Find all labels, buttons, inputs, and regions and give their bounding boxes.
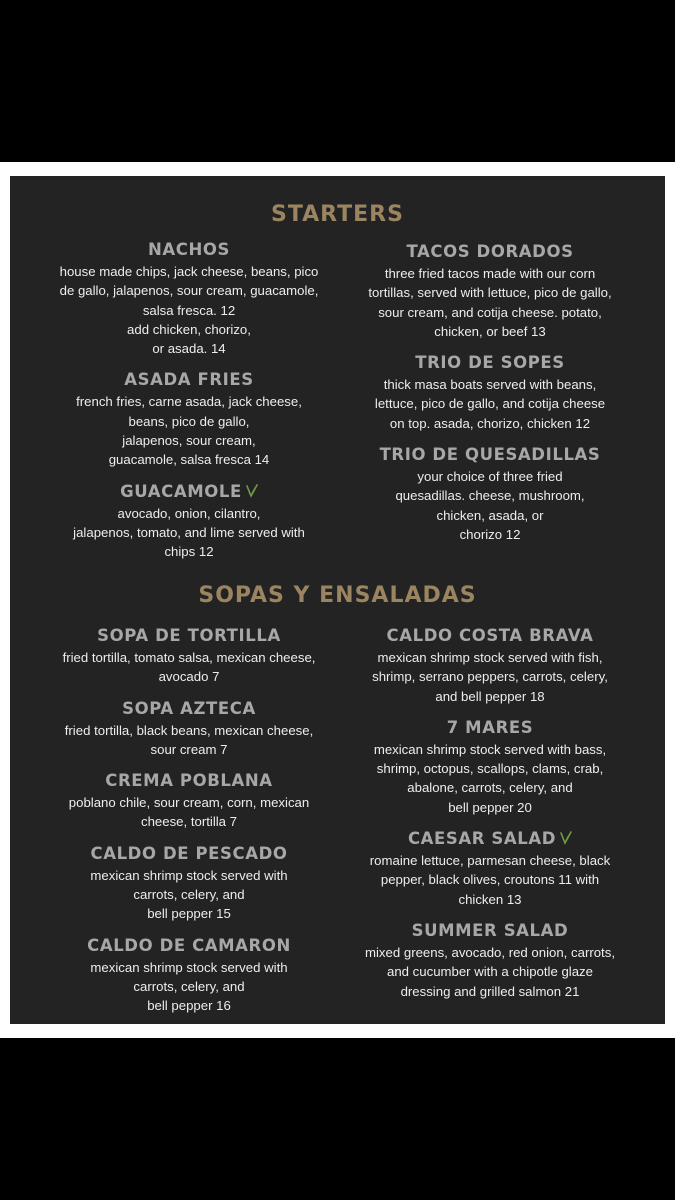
menu-item-crema-poblana [30, 771, 348, 832]
item-name: CREMA POBLANA [105, 771, 273, 791]
item-name: CALDO DE PESCADO [90, 843, 288, 863]
item-description: mexican shrimp stock served with carrots, celery, and bell pepper 16 [90, 959, 288, 1014]
item-name: NACHOS [147, 240, 230, 259]
menu-item-trio-de-quesadillas [331, 445, 649, 544]
section-title-sopas-y-ensaladas: SOPAS Y ENSALADAS [198, 583, 477, 608]
item-name: 7 MARES [446, 717, 534, 737]
item-name: TACOS DORADOS [406, 242, 574, 261]
menu-item-nachos [30, 240, 348, 358]
item-name: GUACAMOLE [120, 481, 242, 501]
menu-item-tacos-dorados [331, 242, 649, 341]
item-name-row [331, 829, 649, 849]
menu-item-caldo-costa-brava [331, 626, 649, 706]
item-description: mexican shrimp stock served with carrots, celery, and bell pepper 15 [90, 867, 288, 922]
sopas-left-column [30, 626, 348, 1016]
menu-item-asada-fries [30, 370, 348, 469]
starters-left-column [30, 240, 348, 562]
item-description: house made chips, jack cheese, beans, pico de gallo, jalapenos, sour cream, guacamole, salsa fresca. 12 add chicken, chorizo, or asada. 14 [59, 264, 319, 357]
menu-item-caesar-salad [331, 829, 649, 909]
section-title-starters: STARTERS [271, 202, 404, 227]
menu-item-sopa-de-tortilla [30, 626, 348, 687]
menu-item-caldo-de-camaron [30, 936, 348, 1016]
item-description: mexican shrimp stock served with fish, shrimp, serrano peppers, carrots, celery, and bell pepper 18 [372, 650, 608, 704]
item-name: CALDO DE CAMARON [87, 935, 291, 955]
item-description: romaine lettuce, parmesan cheese, black pepper, black olives, croutons 11 with chicken 13 [369, 853, 611, 907]
item-description: avocado, onion, cilantro, jalapenos, tomato, and lime served with chips 12 [73, 505, 305, 560]
menu-item-summer-salad [331, 921, 649, 1001]
menu-frame [0, 162, 675, 1038]
item-description: fried tortilla, tomato salsa, mexican cheese, avocado 7 [62, 650, 316, 685]
item-description: poblano chile, sour cream, corn, mexican cheese, tortilla 7 [68, 795, 310, 830]
menu-item-7-mares [331, 718, 649, 817]
menu-item-caldo-de-pescado [30, 844, 348, 924]
item-description: french fries, carne asada, jack cheese, beans, pico de gallo, jalapenos, sour cream, guacamole, salsa fresca 14 [76, 394, 302, 468]
menu-item-guacamole [30, 482, 348, 562]
item-name: CAESAR SALAD [407, 829, 557, 849]
item-description: your choice of three fried quesadillas. cheese, mushroom, chicken, asada, or chorizo 12 [395, 469, 585, 542]
item-description: mexican shrimp stock served with bass, shrimp, octopus, scallops, clams, crab, abalone, carrots, celery, and bell pepper 20 [373, 741, 607, 815]
item-name: SOPA AZTECA [122, 698, 256, 718]
item-name: SUMMER SALAD [411, 920, 569, 940]
item-description: thick masa boats served with beans, lettuce, pico de gallo, and cotija cheese on top. asada, chorizo, chicken 12 [374, 377, 606, 431]
item-name: SOPA DE TORTILLA [97, 626, 281, 645]
menu-item-trio-de-sopes [331, 353, 649, 433]
item-description: fried tortilla, black beans, mexican cheese, sour cream 7 [64, 722, 314, 757]
item-name-row [30, 482, 348, 502]
sopas-right-column [331, 626, 649, 1001]
item-name: CALDO COSTA BRAVA [386, 626, 594, 645]
item-description: three fried tacos made with our corn tortillas, served with lettuce, pico de gallo, sour cream, and cotija cheese. potato, chicken, or beef 13 [368, 266, 612, 339]
starters-right-column [331, 242, 649, 544]
menu-item-sopa-azteca [30, 699, 348, 760]
item-name: ASADA FRIES [124, 370, 254, 390]
item-name: TRIO DE SOPES [415, 353, 565, 373]
item-name: TRIO DE QUESADILLAS [379, 445, 601, 465]
item-description: mixed greens, avocado, red onion, carrots, and cucumber with a chipotle glaze dressing and grilled salmon 21 [365, 944, 615, 999]
vegetarian-leaf-icon [246, 482, 258, 501]
menu-board [10, 176, 665, 1024]
vegetarian-leaf-icon [560, 829, 572, 848]
